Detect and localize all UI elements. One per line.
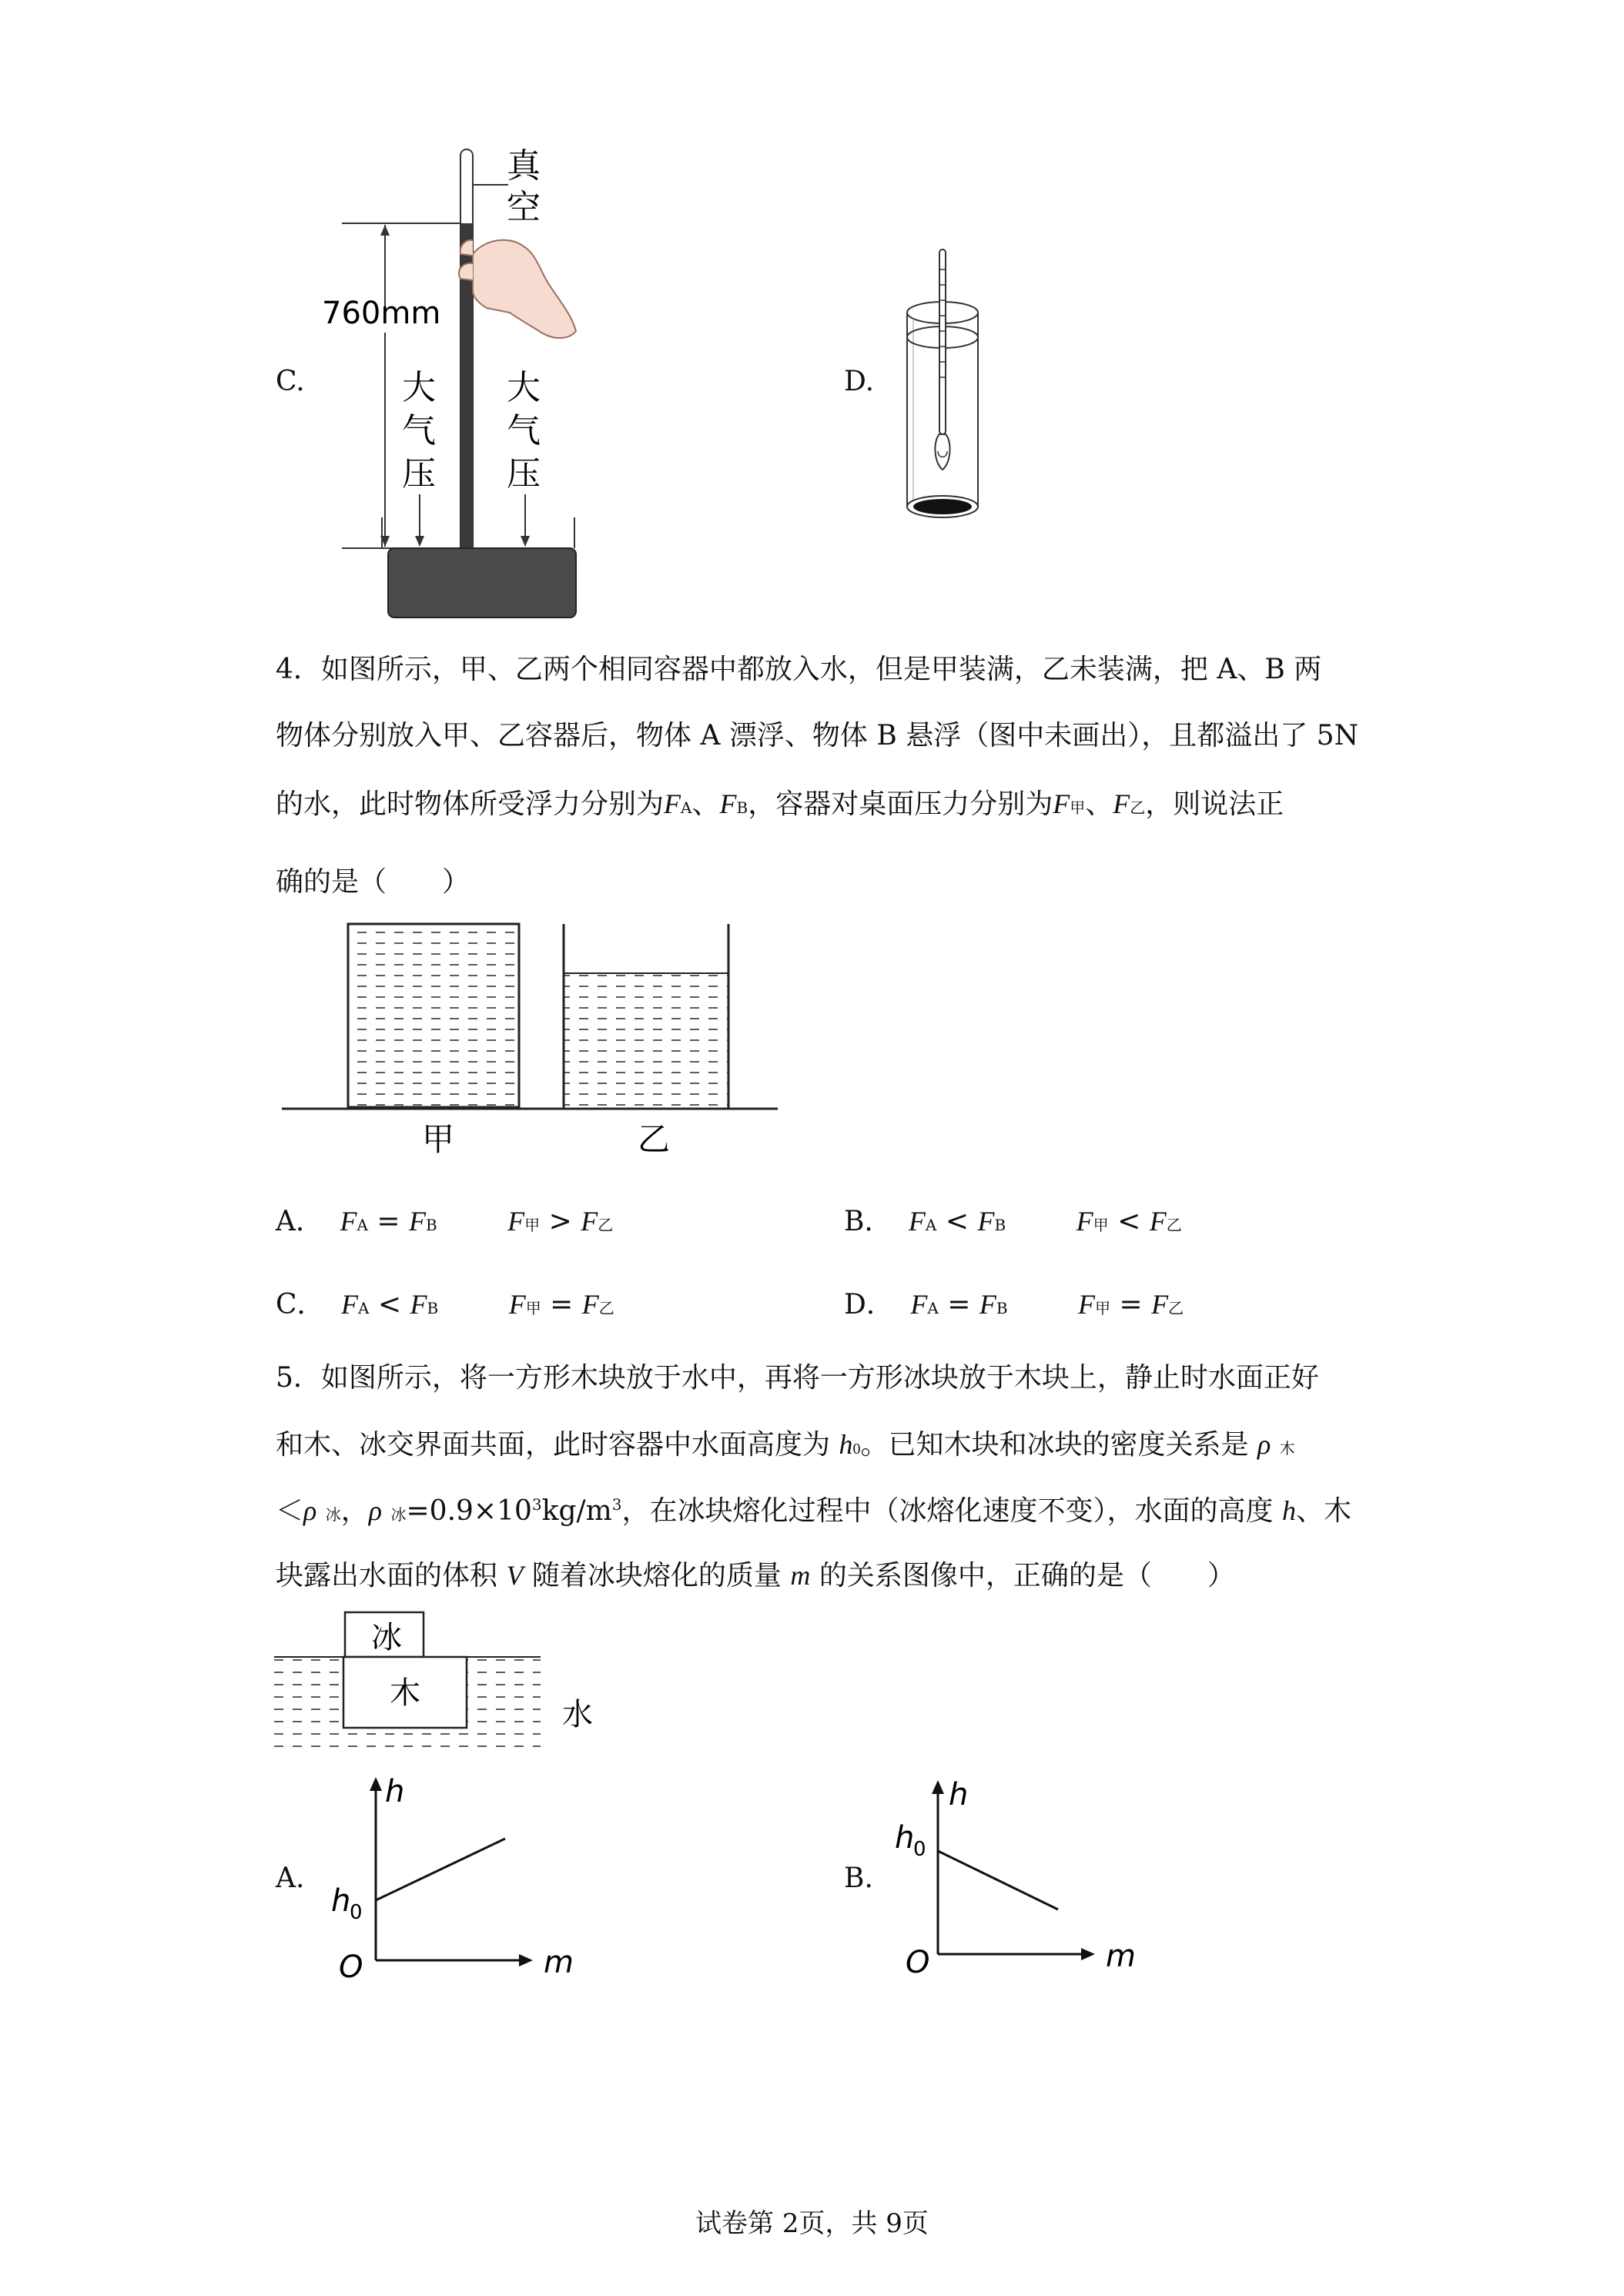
q5-line-1: 5．如图所示，将一方形木块放于水中，再将一方形冰块放于木块上，静止时水面正好: [276, 1362, 1319, 1394]
hydrometer-figure: [893, 239, 1001, 531]
label-yi: 乙: [638, 1120, 671, 1158]
atm-left-2: 气: [402, 411, 436, 450]
q4-line-1: 4．如图所示，甲、乙两个相同容器中都放入水，但是甲装满，乙未装满，把 A、B 两: [276, 654, 1322, 685]
label-jia: 甲: [422, 1120, 455, 1158]
graph-a-y-label: h: [385, 1774, 405, 1809]
ice-wood-figure: [273, 1605, 611, 1774]
graph-b-x-label: m: [1106, 1939, 1136, 1974]
q5-line-4: 块露出水面的体积 V 随着冰块熔化的质量 m 的关系图像中，正确的是（ ）: [276, 1560, 1235, 1591]
page-footer: 试卷第 2页，共 9页: [695, 2208, 929, 2239]
graph-b: [890, 1771, 1167, 1986]
graph-b-h0: h: [895, 1820, 915, 1856]
q4-line-2: 物体分别放入甲、乙容器后，物体 A 漂浮、物体 B 悬浮（图中未画出），且都溢出了 5N: [276, 720, 1359, 751]
graph-b-h0-sub: 0: [913, 1838, 926, 1861]
water-yi: [564, 973, 728, 1107]
graph-a: [323, 1768, 601, 1991]
q4-line-3: 的水，此时物体所受浮力分别为FA、FB，容器对桌面压力分别为F甲、F乙，则说法正: [276, 788, 1284, 820]
atm-left-3: 压: [402, 454, 436, 494]
q4-option-b: B． FA < FB F甲 < F乙: [844, 1206, 1182, 1237]
graph-a-origin: O: [339, 1950, 363, 1985]
cylinder-base: [913, 499, 972, 514]
containers-figure: [282, 916, 790, 1170]
water-label: 水: [562, 1697, 593, 1732]
option-d-label: D.: [844, 366, 875, 397]
graph-a-line: [376, 1839, 505, 1900]
graph-b-origin: O: [906, 1945, 930, 1980]
q4-option-c: C． FA < FB F甲 = F乙: [276, 1289, 614, 1320]
q5-option-b-label: B.: [844, 1863, 873, 1894]
graph-a-x-label: m: [544, 1945, 574, 1980]
atm-left-1: 大: [402, 368, 436, 407]
q4-line-4: 确的是（ ）: [276, 866, 470, 898]
q5-line-3: ＜ρ 冰，ρ 冰$=0.9\times 10^3kg/m^3$，在冰块熔化过程中（冰熔化速度不变），水面的高度 h、木: [276, 1495, 1351, 1527]
vacuum-label-1: 真: [507, 146, 541, 186]
vacuum-label-2: 空: [507, 188, 541, 227]
option-c-label: C.: [276, 366, 305, 397]
mercury-dish: [388, 548, 576, 618]
graph-a-h0: h: [331, 1883, 351, 1919]
q5-option-a-label: A.: [276, 1863, 305, 1894]
container-jia: [348, 924, 519, 1107]
atm-right-3: 压: [507, 454, 541, 494]
atm-right-2: 气: [507, 411, 541, 450]
q4-option-a: A． FA = FB F甲 > F乙: [276, 1206, 614, 1237]
q5-line-2: 和木、冰交界面共面，此时容器中水面高度为 h0。已知木块和冰块的密度关系是 ρ 木: [276, 1429, 1295, 1461]
ice-label: 冰: [371, 1620, 402, 1655]
height-label: 760mm: [322, 296, 441, 331]
graph-b-line: [938, 1851, 1058, 1909]
barometer-figure: [308, 139, 601, 631]
graph-b-y-label: h: [949, 1777, 969, 1812]
hand-drawing: [473, 240, 576, 338]
atm-right-1: 大: [507, 368, 541, 407]
graph-a-h0-sub: 0: [350, 1901, 363, 1924]
q4-option-d: D． FA = FB F甲 = F乙: [844, 1289, 1184, 1320]
wood-label: 木: [390, 1675, 420, 1711]
